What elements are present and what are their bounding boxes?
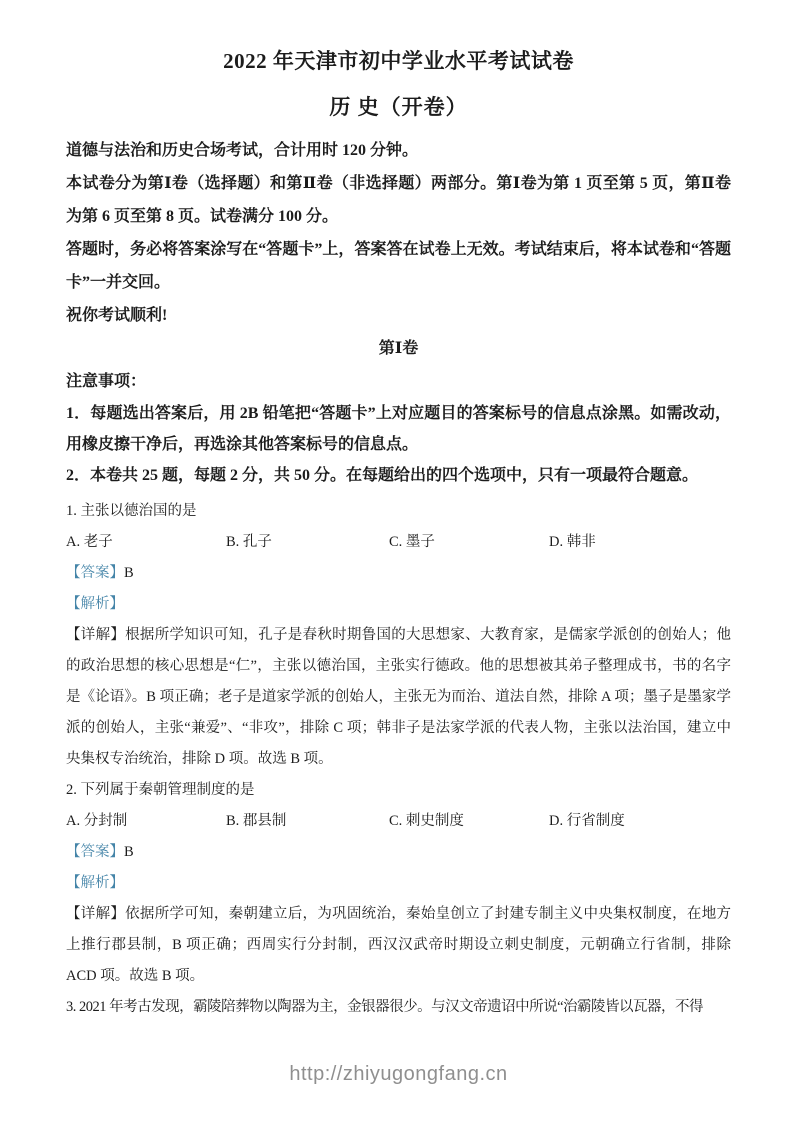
option-c: C. 刺史制度 bbox=[389, 813, 464, 829]
option-a: A. 老子 bbox=[66, 534, 113, 550]
page-title: 2022 年天津市初中学业水平考试试卷 bbox=[223, 49, 574, 73]
question-list bbox=[66, 496, 731, 1023]
analysis-line bbox=[66, 868, 731, 899]
option-b: B. 郡县制 bbox=[226, 813, 287, 829]
analysis-line bbox=[66, 589, 731, 620]
notes-heading: 注意事项： bbox=[66, 373, 147, 390]
answer-value: B bbox=[124, 844, 134, 860]
instruction-structure: 本试卷分为第Ⅰ卷（选择题）和第Ⅱ卷（非选择题）两部分。第Ⅰ卷为第 1 页至第 5 页，第Ⅱ卷为第 6 页至第 8 页。试卷满分 100 分。 bbox=[66, 175, 731, 225]
watermark-url: http://zhiyugongfang.cn bbox=[289, 1063, 508, 1085]
analysis-detail: 【详解】依据所学可知，秦朝建立后，为巩固统治，秦始皇创立了封建专制主义中央集权制度，在地方上推行郡县制，B 项正确；西周实行分封制，西汉汉武帝时期设立刺史制度，元朝确立行省制，排除 ACD 项。故选 B 项。 bbox=[66, 906, 731, 984]
option-a: A. 分封制 bbox=[66, 813, 128, 829]
option-c: C. 墨子 bbox=[389, 534, 435, 550]
question-stem: 3. 2021 年考古发现，霸陵陪葬物以陶器为主，金银器很少。与汉文帝遗诏中所说“治霸陵皆以瓦器，不得 bbox=[66, 999, 704, 1015]
answer-line bbox=[66, 558, 731, 589]
instruction-answer-sheet: 答题时，务必将答案涂写在“答题卡”上，答案答在试卷上无效。考试结束后，将本试卷和“答题卡”一并交回。 bbox=[66, 241, 731, 291]
answer-value: B bbox=[124, 565, 134, 581]
analysis-detail: 【详解】根据所学知识可知，孔子是春秋时期鲁国的大思想家、大教育家，是儒家学派创的创始人；他的政治思想的核心思想是“仁”，主张以德治国，主张实行德政。他的思想被其弟子整理成书，书的名字是《论语》。B 项正确；老子是道家学派的创始人，主张无为而治、道法自然，排除 A 项；墨子是墨家学派的创始人，主张“兼爱”、“非攻”，排除 C 项；韩非子是法家学派的代表人物，主张以法治国，建立中央集权专治统治，排除 D 项。故选 B 项。 bbox=[66, 627, 731, 767]
instruction-duration: 道德与法治和历史合场考试，合计用时 120 分钟。 bbox=[66, 142, 419, 159]
question-options bbox=[66, 527, 731, 558]
note-item-1: 1．每题选出答案后，用 2B 铅笔把“答题卡”上对应题目的答案标号的信息点涂黑。如需改动，用橡皮擦干净后，再选涂其他答案标号的信息点。 bbox=[66, 405, 731, 453]
option-d: D. 行省制度 bbox=[549, 813, 625, 829]
page-subtitle: 历 史（开卷） bbox=[329, 95, 468, 119]
note-item-2: 2．本卷共 25 题，每题 2 分，共 50 分。在每题给出的四个选项中，只有一项最符合题意。 bbox=[66, 467, 699, 484]
option-b: B. 孔子 bbox=[226, 534, 272, 550]
exam-instructions bbox=[66, 134, 731, 332]
instruction-good-luck: 祝你考试顺利! bbox=[66, 307, 168, 324]
answer-line bbox=[66, 837, 731, 868]
question-2 bbox=[66, 775, 731, 992]
analysis-marker: 【解析】 bbox=[66, 596, 124, 612]
answer-marker: 【答案】 bbox=[66, 565, 124, 581]
question-1 bbox=[66, 496, 731, 775]
option-d: D. 韩非 bbox=[549, 534, 596, 550]
question-3 bbox=[66, 992, 731, 1023]
analysis-marker: 【解析】 bbox=[66, 875, 124, 891]
section-heading-volume-1: 第Ⅰ卷 bbox=[378, 340, 419, 357]
question-stem: 1. 主张以德治国的是 bbox=[66, 503, 197, 519]
answer-marker: 【答案】 bbox=[66, 844, 124, 860]
question-stem: 2. 下列属于秦朝管理制度的是 bbox=[66, 782, 255, 798]
question-options bbox=[66, 806, 731, 837]
